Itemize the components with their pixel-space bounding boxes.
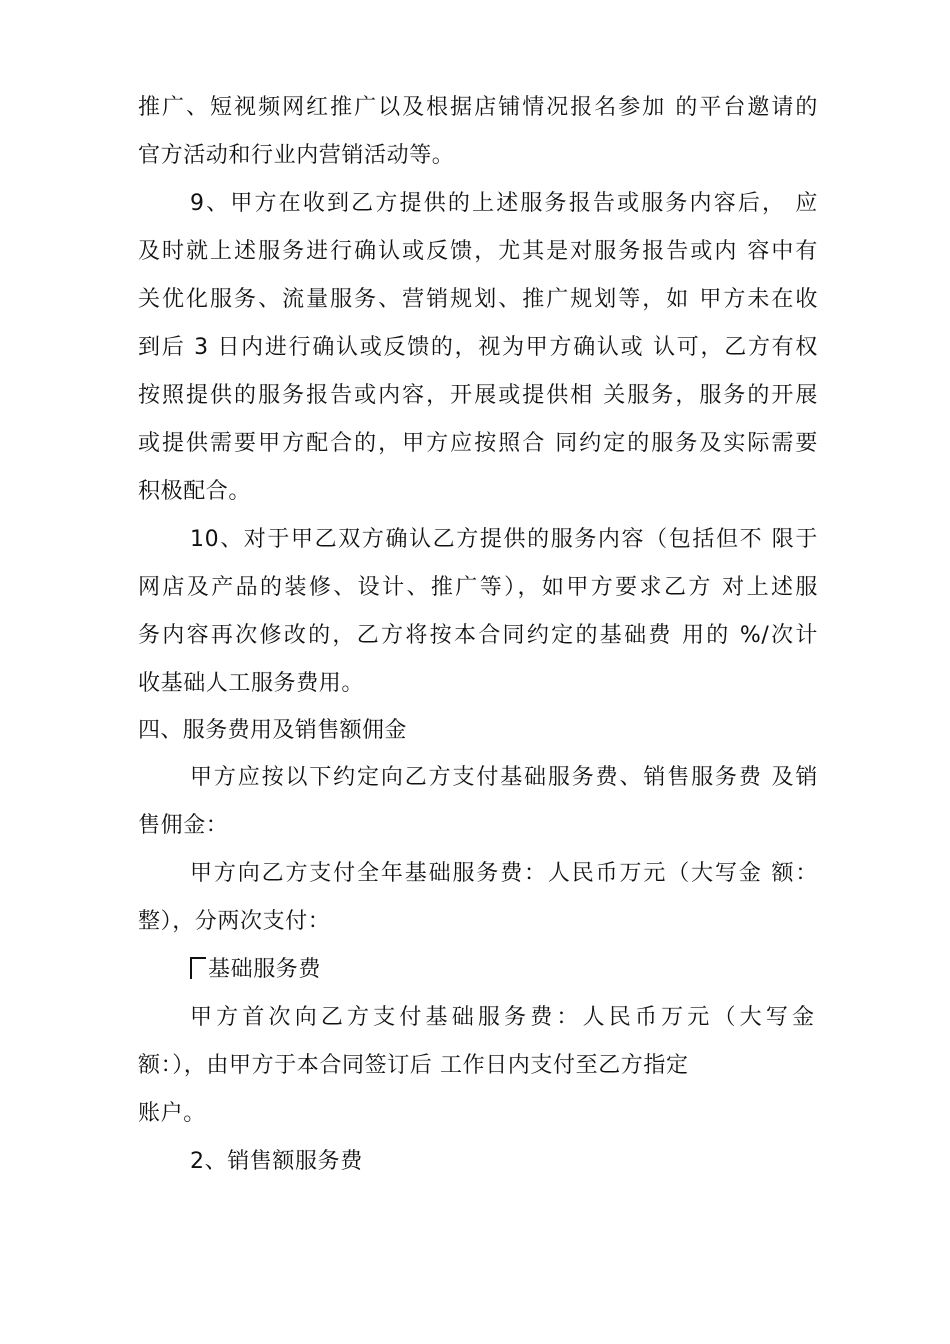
clause-9-line: 9、甲方在收到乙方提供的上述服务报告或服务内容后， 应 — [190, 191, 818, 216]
clause-10-line: 10、对于甲乙双方确认乙方提供的服务内容（包括但不 限于 — [190, 527, 818, 552]
subsection-line — [138, 946, 818, 994]
paragraph-line: 关优化服务、流量服务、营销规划、推广规划等，如 甲方未在收 — [138, 287, 818, 312]
subsection-title: 2、销售额服务费 — [190, 1149, 363, 1174]
document-page — [138, 84, 818, 1186]
paragraph-line: 按照提供的服务报告或内容，开展或提供相 关服务，服务的开展 — [138, 383, 818, 408]
paragraph-line: 甲方应按以下约定向乙方支付基础服务费、销售服务费 及销 — [190, 765, 818, 790]
paragraph-line: 务内容再次修改的，乙方将按本合同约定的基础费 用的 %/次计 — [138, 623, 818, 648]
paragraph-line: 或提供需要甲方配合的，甲方应按照合 同约定的服务及实际需要 — [138, 431, 818, 456]
paragraph-line: 官方活动和行业内营销活动等。 — [138, 143, 455, 168]
paragraph-line: 及时就上述服务进行确认或反馈，尤其是对服务报告或内 容中有 — [138, 239, 818, 264]
paragraph-line: 甲方向乙方支付全年基础服务费：人民币万元（大写金 额： — [190, 861, 818, 886]
paragraph-line: 账户。 — [138, 1101, 206, 1126]
bracket-mark-icon — [190, 957, 206, 979]
paragraph-line: 整），分两次支付： — [138, 909, 331, 934]
paragraph-line: 到后 3 日内进行确认或反馈的，视为甲方确认或 认可，乙方有权 — [138, 335, 818, 360]
paragraph-line: 推广、短视频网红推广以及根据店铺情况报名参加 的平台邀请的 — [138, 95, 818, 120]
section-heading: 四、服务费用及销售额佣金 — [138, 718, 407, 743]
paragraph-line: 额：），由甲方于本合同签订后 工作日内支付至乙方指定 — [138, 1053, 689, 1078]
paragraph-line: 收基础人工服务费用。 — [138, 671, 365, 696]
paragraph-line: 售佣金： — [138, 813, 229, 838]
paragraph-line: 甲方首次向乙方支付基础服务费：人民币万元（大写金 — [190, 1005, 818, 1030]
subsection-title: 基础服务费 — [208, 957, 322, 982]
paragraph-line: 积极配合。 — [138, 479, 252, 504]
paragraph-line: 网店及产品的装修、设计、推广等），如甲方要求乙方 对上述服 — [138, 575, 818, 600]
